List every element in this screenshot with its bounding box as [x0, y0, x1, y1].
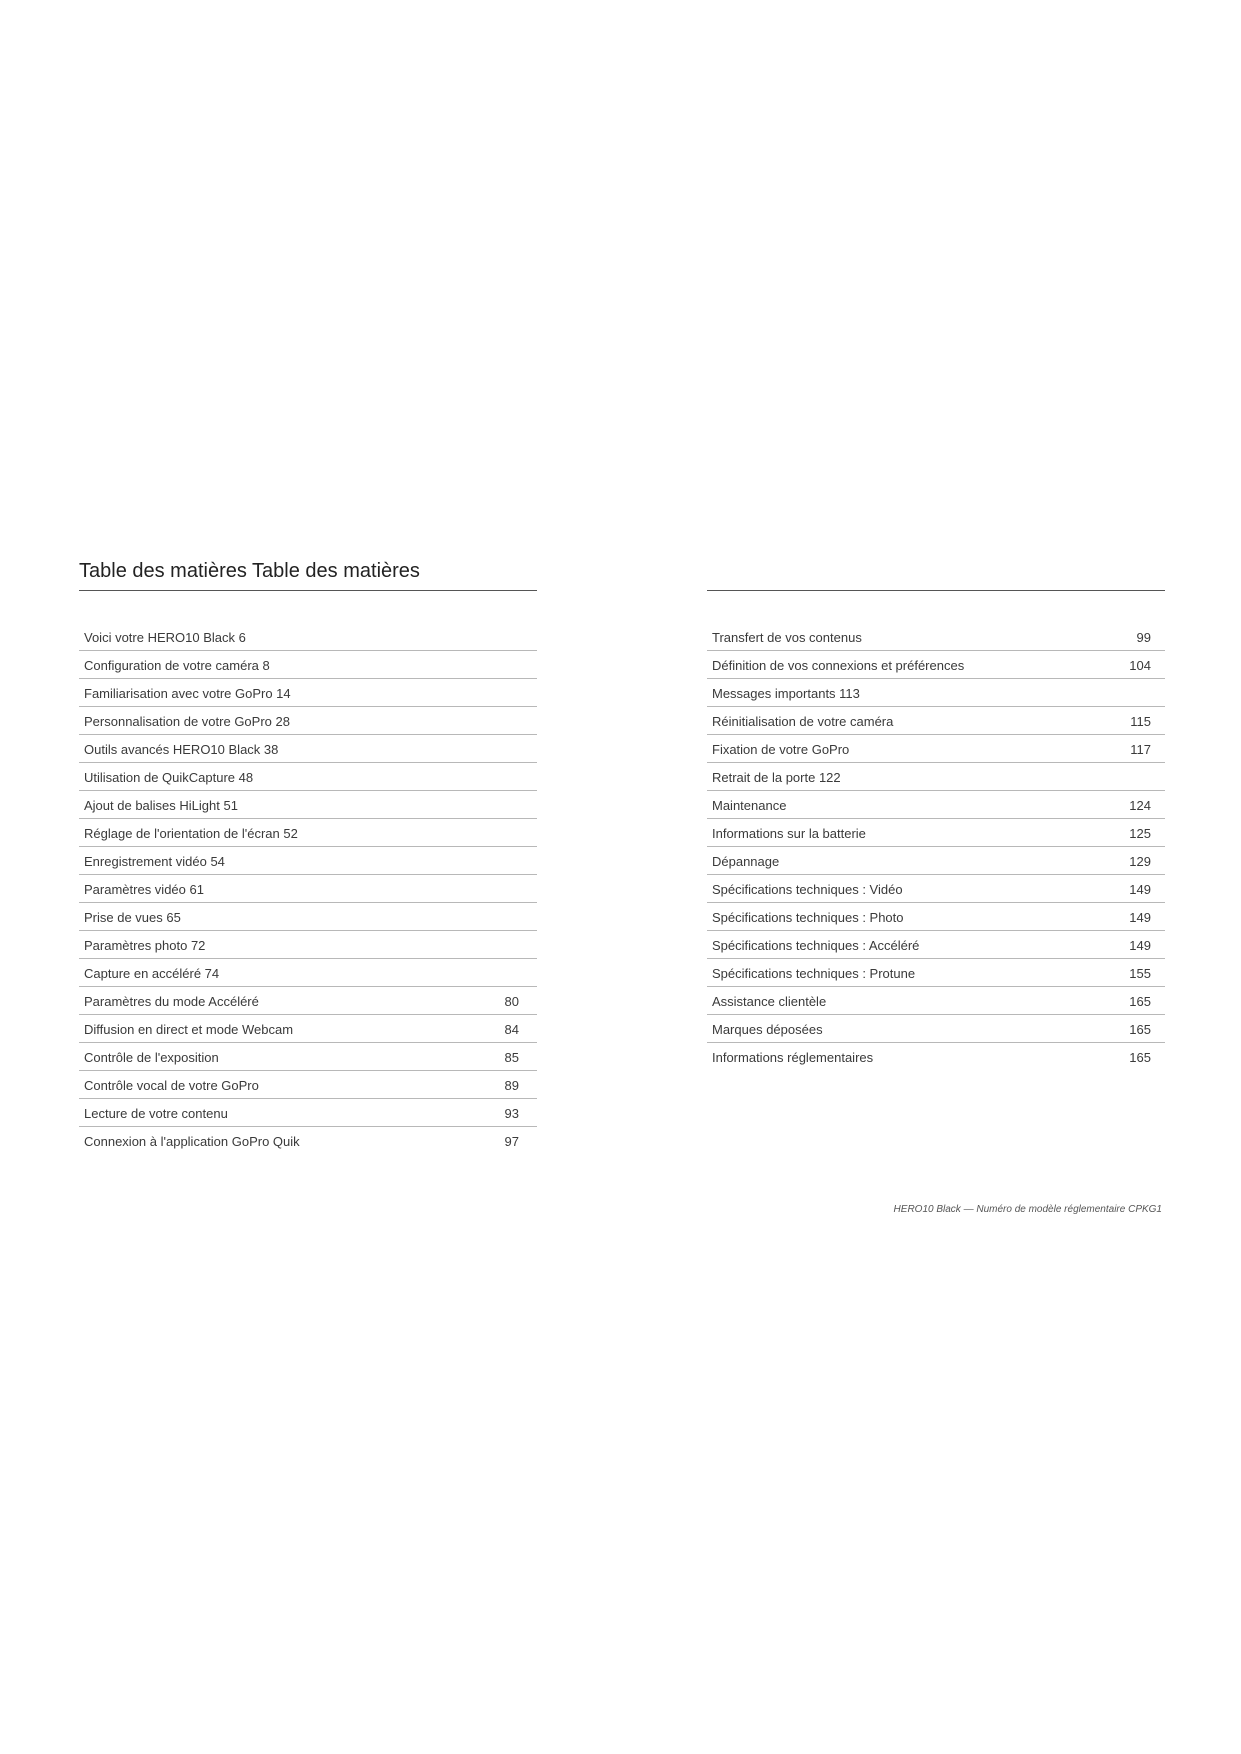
- toc-entry-page-number: 124: [1129, 798, 1151, 813]
- toc-list-left: [79, 623, 537, 1154]
- toc-entry[interactable]: [79, 1127, 537, 1154]
- toc-entry[interactable]: [79, 1043, 537, 1071]
- toc-entry-label: Maintenance: [712, 798, 787, 813]
- toc-entry-label: Contrôle vocal de votre GoPro: [84, 1078, 259, 1093]
- toc-entry-label: Paramètres photo 72: [84, 938, 206, 953]
- toc-entry[interactable]: [707, 679, 1165, 707]
- footer-model-note: HERO10 Black — Numéro de modèle réglementaire CPKG1: [893, 1204, 1162, 1215]
- toc-entry-label: Définition de vos connexions et préférences: [712, 658, 965, 673]
- toc-entry-page-number: 99: [1136, 630, 1151, 645]
- toc-entry-page-number: 129: [1129, 854, 1151, 869]
- toc-entry-label: Personnalisation de votre GoPro 28: [84, 714, 290, 729]
- toc-list-right: [707, 623, 1165, 1070]
- toc-entry[interactable]: [707, 1015, 1165, 1043]
- page-title: Table des matières Table des matières: [79, 560, 420, 582]
- toc-entry[interactable]: [79, 959, 537, 987]
- toc-entry[interactable]: [79, 1071, 537, 1099]
- toc-entry-label: Spécifications techniques : Protune: [712, 966, 916, 981]
- toc-entry-page-number: 97: [504, 1134, 519, 1149]
- toc-entry-page-number: 85: [504, 1050, 519, 1065]
- toc-entry[interactable]: [79, 679, 537, 707]
- toc-entry-page-number: 104: [1129, 658, 1151, 673]
- toc-entry-label: Réinitialisation de votre caméra: [712, 714, 894, 729]
- toc-entry[interactable]: [707, 987, 1165, 1015]
- toc-entry[interactable]: [707, 847, 1165, 875]
- toc-entry-label: Configuration de votre caméra 8: [84, 658, 270, 673]
- toc-entry-label: Utilisation de QuikCapture 48: [84, 770, 254, 785]
- toc-entry[interactable]: [79, 847, 537, 875]
- toc-entry-label: Spécifications techniques : Accéléré: [712, 938, 920, 953]
- toc-entry-label: Paramètres vidéo 61: [84, 882, 204, 897]
- toc-entry[interactable]: [79, 735, 537, 763]
- toc-entry[interactable]: [79, 987, 537, 1015]
- toc-entry-label: Voici votre HERO10 Black 6: [84, 630, 246, 645]
- toc-entry[interactable]: [79, 903, 537, 931]
- toc-entry-label: Diffusion en direct et mode Webcam: [84, 1022, 294, 1037]
- toc-entry[interactable]: [707, 959, 1165, 987]
- toc-entry[interactable]: [79, 623, 537, 651]
- toc-entry[interactable]: [79, 1099, 537, 1127]
- toc-entry[interactable]: [79, 707, 537, 735]
- toc-entry-page-number: 80: [504, 994, 519, 1009]
- toc-entry[interactable]: [79, 763, 537, 791]
- toc-entry[interactable]: [707, 707, 1165, 735]
- toc-entry-label: Messages importants 113: [712, 686, 860, 701]
- toc-entry-page-number: 125: [1129, 826, 1151, 841]
- toc-entry-label: Fixation de votre GoPro: [712, 742, 850, 757]
- toc-entry[interactable]: [79, 651, 537, 679]
- toc-entry-page-number: 165: [1129, 1022, 1151, 1037]
- toc-entry-label: Informations sur la batterie: [712, 826, 866, 841]
- toc-entry-label: Ajout de balises HiLight 51: [84, 798, 238, 813]
- toc-entry[interactable]: [79, 1015, 537, 1043]
- toc-entry[interactable]: [707, 875, 1165, 903]
- toc-column-left: [79, 590, 537, 1149]
- toc-entry-label: Informations réglementaires: [712, 1050, 874, 1065]
- toc-entry-label: Enregistrement vidéo 54: [84, 854, 225, 869]
- toc-entry-page-number: 89: [504, 1078, 519, 1093]
- toc-entry-label: Outils avancés HERO10 Black 38: [84, 742, 279, 757]
- toc-entry-label: Paramètres du mode Accéléré: [84, 994, 259, 1009]
- toc-entry-page-number: 149: [1129, 882, 1151, 897]
- toc-entry-page-number: 93: [504, 1106, 519, 1121]
- toc-entry-label: Capture en accéléré 74: [84, 966, 220, 981]
- toc-entry-label: Marques déposées: [712, 1022, 823, 1037]
- toc-entry-label: Prise de vues 65: [84, 910, 181, 925]
- toc-entry-page-number: 115: [1130, 714, 1151, 729]
- toc-entry[interactable]: [79, 819, 537, 847]
- toc-entry-page-number: 155: [1129, 966, 1151, 981]
- toc-entry[interactable]: [707, 791, 1165, 819]
- toc-entry-label: Spécifications techniques : Photo: [712, 910, 904, 925]
- toc-entry-page-number: 165: [1129, 1050, 1151, 1065]
- toc-entry[interactable]: [79, 931, 537, 959]
- toc-entry-label: Familiarisation avec votre GoPro 14: [84, 686, 291, 701]
- toc-entry[interactable]: [707, 763, 1165, 791]
- toc-entry-page-number: 84: [504, 1022, 519, 1037]
- toc-entry-page-number: 117: [1130, 742, 1151, 757]
- toc-entry-page-number: 165: [1129, 994, 1151, 1009]
- toc-entry[interactable]: [79, 791, 537, 819]
- toc-entry-label: Contrôle de l'exposition: [84, 1050, 219, 1065]
- toc-entry-label: Réglage de l'orientation de l'écran 52: [84, 826, 298, 841]
- toc-entry-label: Transfert de vos contenus: [712, 630, 862, 645]
- toc-entry[interactable]: [707, 1043, 1165, 1070]
- toc-entry[interactable]: [707, 819, 1165, 847]
- toc-entry-label: Spécifications techniques : Vidéo: [712, 882, 903, 897]
- toc-entry-label: Dépannage: [712, 854, 780, 869]
- toc-entry-label: Retrait de la porte 122: [712, 770, 841, 785]
- toc-entry[interactable]: [707, 735, 1165, 763]
- toc-entry-page-number: 149: [1129, 938, 1151, 953]
- toc-entry[interactable]: [707, 651, 1165, 679]
- toc-entry[interactable]: [79, 875, 537, 903]
- toc-column-right: [707, 590, 1165, 1065]
- toc-entry[interactable]: [707, 931, 1165, 959]
- toc-entry-page-number: 149: [1129, 910, 1151, 925]
- toc-entry[interactable]: [707, 903, 1165, 931]
- toc-entry-label: Lecture de votre contenu: [84, 1106, 228, 1121]
- toc-entry-label: Connexion à l'application GoPro Quik: [84, 1134, 300, 1149]
- toc-entry-label: Assistance clientèle: [712, 994, 827, 1009]
- toc-entry[interactable]: [707, 623, 1165, 651]
